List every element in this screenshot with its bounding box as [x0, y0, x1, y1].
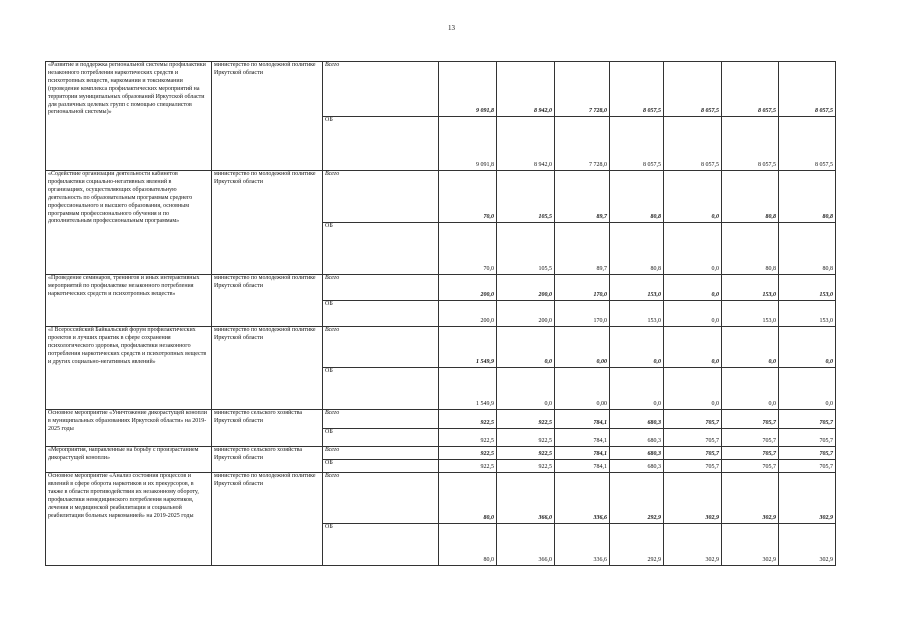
total-value-cell: 705,7 [664, 410, 722, 429]
total-value-cell: 80,8 [722, 171, 779, 223]
ob-value-cell: 680,3 [610, 429, 664, 447]
ob-value-cell: 705,7 [722, 460, 779, 473]
total-value-cell: 8 057,5 [722, 62, 779, 117]
ob-value-cell: 9 091,8 [439, 117, 497, 171]
ob-value-cell: 200,0 [497, 301, 555, 327]
ob-value-cell: 0,0 [664, 301, 722, 327]
total-value-cell: 200,0 [439, 275, 497, 301]
ob-value-cell: 680,3 [610, 460, 664, 473]
ob-value-cell: 200,0 [439, 301, 497, 327]
ob-value-cell: 705,7 [722, 429, 779, 447]
funding-source-total-label: Всего [323, 410, 439, 429]
total-value-cell: 292,9 [610, 473, 664, 524]
ob-value-cell: 8 942,0 [497, 117, 555, 171]
total-value-cell: 80,8 [779, 171, 836, 223]
executor-cell: министерство по молодежной политике Иркутской области [212, 62, 323, 171]
total-value-cell: 153,0 [779, 275, 836, 301]
ob-value-cell: 8 057,5 [610, 117, 664, 171]
ob-value-cell: 8 057,5 [722, 117, 779, 171]
total-value-cell: 7 728,0 [555, 62, 610, 117]
ob-value-cell: 7 728,0 [555, 117, 610, 171]
total-value-cell: 153,0 [722, 275, 779, 301]
ob-value-cell: 153,0 [722, 301, 779, 327]
funding-source-ob-label: ОБ [323, 524, 439, 566]
ob-value-cell: 0,00 [555, 368, 610, 410]
table-row [46, 447, 836, 460]
total-value-cell: 336,6 [555, 473, 610, 524]
total-value-cell: 0,0 [664, 275, 722, 301]
executor-cell: министерство по молодежной политике Иркутской области [212, 473, 323, 566]
ob-value-cell: 0,0 [664, 223, 722, 275]
event-name-cell: «Развитие и поддержка региональной системы профилактики незаконного потребления наркотических средств и психотропных веществ, наркомании и токсикомании (проведение комплекса профилактических мероприятий на территории муниципальных образований Иркутской области для различных целевых групп с помощью специалистов региональной системы)» [46, 62, 212, 171]
ob-value-cell: 922,5 [439, 460, 497, 473]
total-value-cell: 784,1 [555, 447, 610, 460]
total-value-cell: 9 091,8 [439, 62, 497, 117]
total-value-cell: 302,9 [722, 473, 779, 524]
total-value-cell: 784,1 [555, 410, 610, 429]
funding-source-total-label: Всего [323, 473, 439, 524]
total-value-cell: 0,0 [664, 327, 722, 368]
total-value-cell: 0,0 [722, 327, 779, 368]
ob-value-cell: 302,9 [722, 524, 779, 566]
ob-value-cell: 705,7 [779, 429, 836, 447]
ob-value-cell: 170,0 [555, 301, 610, 327]
executor-cell: министерство по молодежной политике Иркутской области [212, 275, 323, 327]
ob-value-cell: 292,9 [610, 524, 664, 566]
funding-source-ob-label: ОБ [323, 460, 439, 473]
ob-value-cell: 922,5 [497, 429, 555, 447]
ob-value-cell: 153,0 [779, 301, 836, 327]
total-value-cell: 8 942,0 [497, 62, 555, 117]
ob-value-cell: 784,1 [555, 429, 610, 447]
table-row [46, 62, 836, 117]
ob-value-cell: 0,0 [664, 368, 722, 410]
event-name-cell: «Мероприятия, направленные на борьбу с произрастанием дикорастущей конопли» [46, 447, 212, 473]
executor-cell: министерство по молодежной политике Иркутской области [212, 171, 323, 275]
ob-value-cell: 8 057,5 [664, 117, 722, 171]
event-name-cell: «Содействие организации деятельности кабинетов профилактики социально-негативных явлений в организациях, осуществляющих образовательную деятельность по образовательным программам среднего профессионального и высшего образования, основным программам профессионального обучения и по дополнительным профессиональным программам» [46, 171, 212, 275]
total-value-cell: 0,0 [497, 327, 555, 368]
ob-value-cell: 89,7 [555, 223, 610, 275]
total-value-cell: 705,7 [722, 447, 779, 460]
total-value-cell: 8 057,5 [779, 62, 836, 117]
total-value-cell: 705,7 [664, 447, 722, 460]
total-value-cell: 922,5 [439, 447, 497, 460]
total-value-cell: 302,9 [664, 473, 722, 524]
total-value-cell: 80,0 [439, 473, 497, 524]
ob-value-cell: 0,0 [610, 368, 664, 410]
ob-value-cell: 80,8 [779, 223, 836, 275]
table-row [46, 327, 836, 368]
total-value-cell: 680,3 [610, 447, 664, 460]
ob-value-cell: 0,0 [722, 368, 779, 410]
total-value-cell: 302,9 [779, 473, 836, 524]
total-value-cell: 8 057,5 [664, 62, 722, 117]
total-value-cell: 922,5 [497, 410, 555, 429]
ob-value-cell: 80,0 [439, 524, 497, 566]
ob-value-cell: 8 057,5 [779, 117, 836, 171]
total-value-cell: 922,5 [497, 447, 555, 460]
total-value-cell: 153,0 [610, 275, 664, 301]
ob-value-cell: 366,0 [497, 524, 555, 566]
table-body [46, 62, 836, 566]
funding-source-total-label: Всего [323, 327, 439, 368]
event-name-cell: «Проведение семинаров, тренингов и иных интерактивных мероприятий по профилактике незаконного потребления наркотических средств и психотропных веществ» [46, 275, 212, 327]
funding-source-ob-label: ОБ [323, 301, 439, 327]
executor-cell: министерство по молодежной политике Иркутской области [212, 327, 323, 410]
executor-cell: министерство сельского хозяйства Иркутской области [212, 410, 323, 447]
total-value-cell: 8 057,5 [610, 62, 664, 117]
ob-value-cell: 705,7 [779, 460, 836, 473]
ob-value-cell: 80,8 [722, 223, 779, 275]
total-value-cell: 705,7 [779, 447, 836, 460]
total-value-cell: 0,0 [610, 327, 664, 368]
ob-value-cell: 70,0 [439, 223, 497, 275]
funding-source-total-label: Всего [323, 447, 439, 460]
ob-value-cell: 705,7 [664, 429, 722, 447]
ob-value-cell: 336,6 [555, 524, 610, 566]
table-row [46, 473, 836, 524]
total-value-cell: 200,0 [497, 275, 555, 301]
funding-source-total-label: Всего [323, 62, 439, 117]
total-value-cell: 105,5 [497, 171, 555, 223]
funding-source-total-label: Всего [323, 275, 439, 301]
ob-value-cell: 0,0 [497, 368, 555, 410]
table-row [46, 410, 836, 429]
page-number: 13 [448, 24, 455, 32]
total-value-cell: 89,7 [555, 171, 610, 223]
budget-table [45, 61, 836, 566]
ob-value-cell: 784,1 [555, 460, 610, 473]
funding-source-ob-label: ОБ [323, 429, 439, 447]
total-value-cell: 1 549,9 [439, 327, 497, 368]
table-row [46, 171, 836, 223]
executor-cell: министерство сельского хозяйства Иркутской области [212, 447, 323, 473]
total-value-cell: 170,0 [555, 275, 610, 301]
total-value-cell: 0,0 [779, 327, 836, 368]
funding-source-total-label: Всего [323, 171, 439, 223]
ob-value-cell: 302,9 [779, 524, 836, 566]
ob-value-cell: 922,5 [439, 429, 497, 447]
ob-value-cell: 80,8 [610, 223, 664, 275]
event-name-cell: «I Всероссийский Байкальский форум профилактических проектов и лучших практик в сфере сохранения психологического здоровья, профилактики незаконного потребления наркотических средств и психотропных веществ и других социально-негативных явлений» [46, 327, 212, 410]
total-value-cell: 70,0 [439, 171, 497, 223]
total-value-cell: 80,8 [610, 171, 664, 223]
total-value-cell: 922,5 [439, 410, 497, 429]
ob-value-cell: 153,0 [610, 301, 664, 327]
ob-value-cell: 705,7 [664, 460, 722, 473]
total-value-cell: 705,7 [779, 410, 836, 429]
ob-value-cell: 1 549,9 [439, 368, 497, 410]
event-name-cell: Основное мероприятие «Анализ состояния процессов и явлений в сфере оборота наркотиков и их прекурсоров, в также в области противодействия их незаконному обороту, профилактики немедицинского потребления наркотиков, лечения и медицинской реабилитации и социальной реабилитации больных наркоманией» на 2019-2025 годы [46, 473, 212, 566]
total-value-cell: 680,3 [610, 410, 664, 429]
ob-value-cell: 0,0 [779, 368, 836, 410]
funding-source-ob-label: ОБ [323, 368, 439, 410]
total-value-cell: 0,0 [664, 171, 722, 223]
ob-value-cell: 922,5 [497, 460, 555, 473]
total-value-cell: 705,7 [722, 410, 779, 429]
total-value-cell: 0,00 [555, 327, 610, 368]
total-value-cell: 366,0 [497, 473, 555, 524]
funding-source-ob-label: ОБ [323, 117, 439, 171]
ob-value-cell: 105,5 [497, 223, 555, 275]
funding-source-ob-label: ОБ [323, 223, 439, 275]
event-name-cell: Основное мероприятие «Уничтожение дикорастущей конопли в муниципальных образованиях Иркутской области» на 2019-2025 годы [46, 410, 212, 447]
table-row [46, 275, 836, 301]
ob-value-cell: 302,9 [664, 524, 722, 566]
